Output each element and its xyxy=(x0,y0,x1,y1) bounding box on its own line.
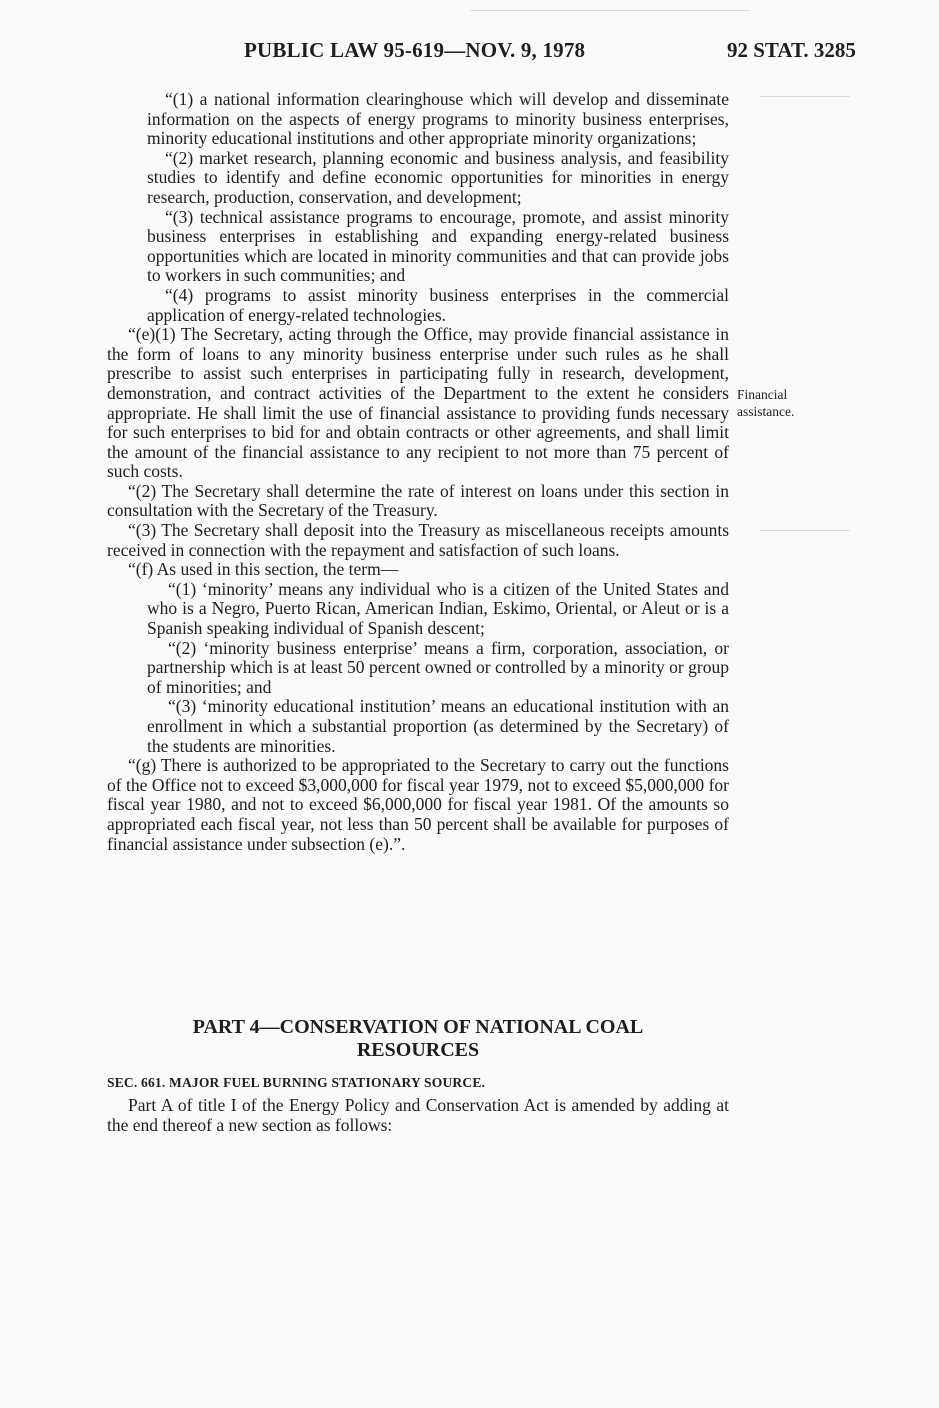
definition-f1: “(1) ‘minority’ means any individual who is a citizen of the United States and who is a Negro, Puerto Rican, American Indian, Eskimo, Oriental, or Aleut or is a Spanish speaking individual of Spanish descent; xyxy=(147,578,729,639)
section-heading: SEC. 661. MAJOR FUEL BURNING STATIONARY SOURCE. xyxy=(107,1075,486,1090)
subsection-e2: “(2) The Secretary shall determine the rate of interest on loans under this section in consultation with the Secretary of the Treasury. xyxy=(107,480,729,521)
margin-note-line: Financial xyxy=(737,387,788,402)
bleed-through-line xyxy=(470,10,750,11)
part-heading xyxy=(107,1016,729,1062)
page-header-title: PUBLIC LAW 95-619—NOV. 9, 1978 xyxy=(244,38,586,62)
clause-c4: “(4) programs to assist minority business enterprises in the commercial application of energy-related technologies. xyxy=(147,284,729,325)
bleed-through-line xyxy=(760,96,850,97)
part-heading-line: RESOURCES xyxy=(356,1039,480,1061)
margin-note-line: assistance. xyxy=(737,404,795,419)
subsection-f: “(f) As used in this section, the term— xyxy=(128,559,399,580)
bleed-through-line xyxy=(760,530,850,531)
page-header xyxy=(0,38,939,72)
clause-c3: “(3) technical assistance programs to encourage, promote, and assist minority business enterprises in establishing and expanding energy-related business opportunities which are located in minority communities and that can provide jobs to workers in such communities; and xyxy=(147,206,729,286)
subsection-e3: “(3) The Secretary shall deposit into the Treasury as miscellaneous receipts amounts received in connection with the repayment and satisfaction of such loans. xyxy=(107,520,729,560)
part-heading-line: PART 4—CONSERVATION OF NATIONAL COAL xyxy=(192,1016,644,1038)
page-header-stat-number: 92 STAT. 3285 xyxy=(727,38,856,62)
margin-note-financial-assistance xyxy=(737,386,794,420)
definition-f2: “(2) ‘minority business enterprise’ means a firm, corporation, association, or partnership which is at least 50 percent owned or controlled by a minority or group of minorities; and xyxy=(147,637,729,697)
clause-c2: “(2) market research, planning economic and business analysis, and feasibility studies to identify and define economic opportunities for minorities in energy research, production, conservation, and development; xyxy=(147,147,729,207)
subsection-e1: “(e)(1) The Secretary, acting through the Office, may provide financial assistance in the form of loans to any minority business enterprise under such rules as he shall prescribe to assist such enterprises in participating fully in research, development, demonstration, and contract activities of the Department to the extent he considers appropriate. He shall limit the use of financial assistance to providing funds necessary for such enterprises to bid for and obtain contracts or other agreements, and shall limit the amount of the financial assistance to any recipient to not more than 75 percent of such costs. xyxy=(107,324,729,482)
section-body xyxy=(107,1096,729,1135)
clause-c1: “(1) a national information clearinghouse which will develop and disseminate information on the aspects of energy programs to minority business enterprises, minority educational institutions and other appropriate minority organizations; xyxy=(147,89,729,149)
section-paragraph: Part A of title I of the Energy Policy and Conservation Act is amended by adding at the end thereof a new section as follows: xyxy=(107,1095,729,1135)
statute-body xyxy=(107,90,729,854)
definition-f3: “(3) ‘minority educational institution’ means an educational institution with an enrollment in which a substantial proportion (as determined by the Secretary) of the students are minorities. xyxy=(147,696,729,756)
subsection-g: “(g) There is authorized to be appropriated to the Secretary to carry out the functions of the Office not to exceed $3,000,000 for fiscal year 1979, not to exceed $5,000,000 for fiscal year 1980, and not to exceed $6,000,000 for fiscal year 1981. Of the amounts so appropriated each fiscal year, not less than 50 percent shall be available for purposes of financial assistance under subsection (e).”. xyxy=(107,755,729,854)
